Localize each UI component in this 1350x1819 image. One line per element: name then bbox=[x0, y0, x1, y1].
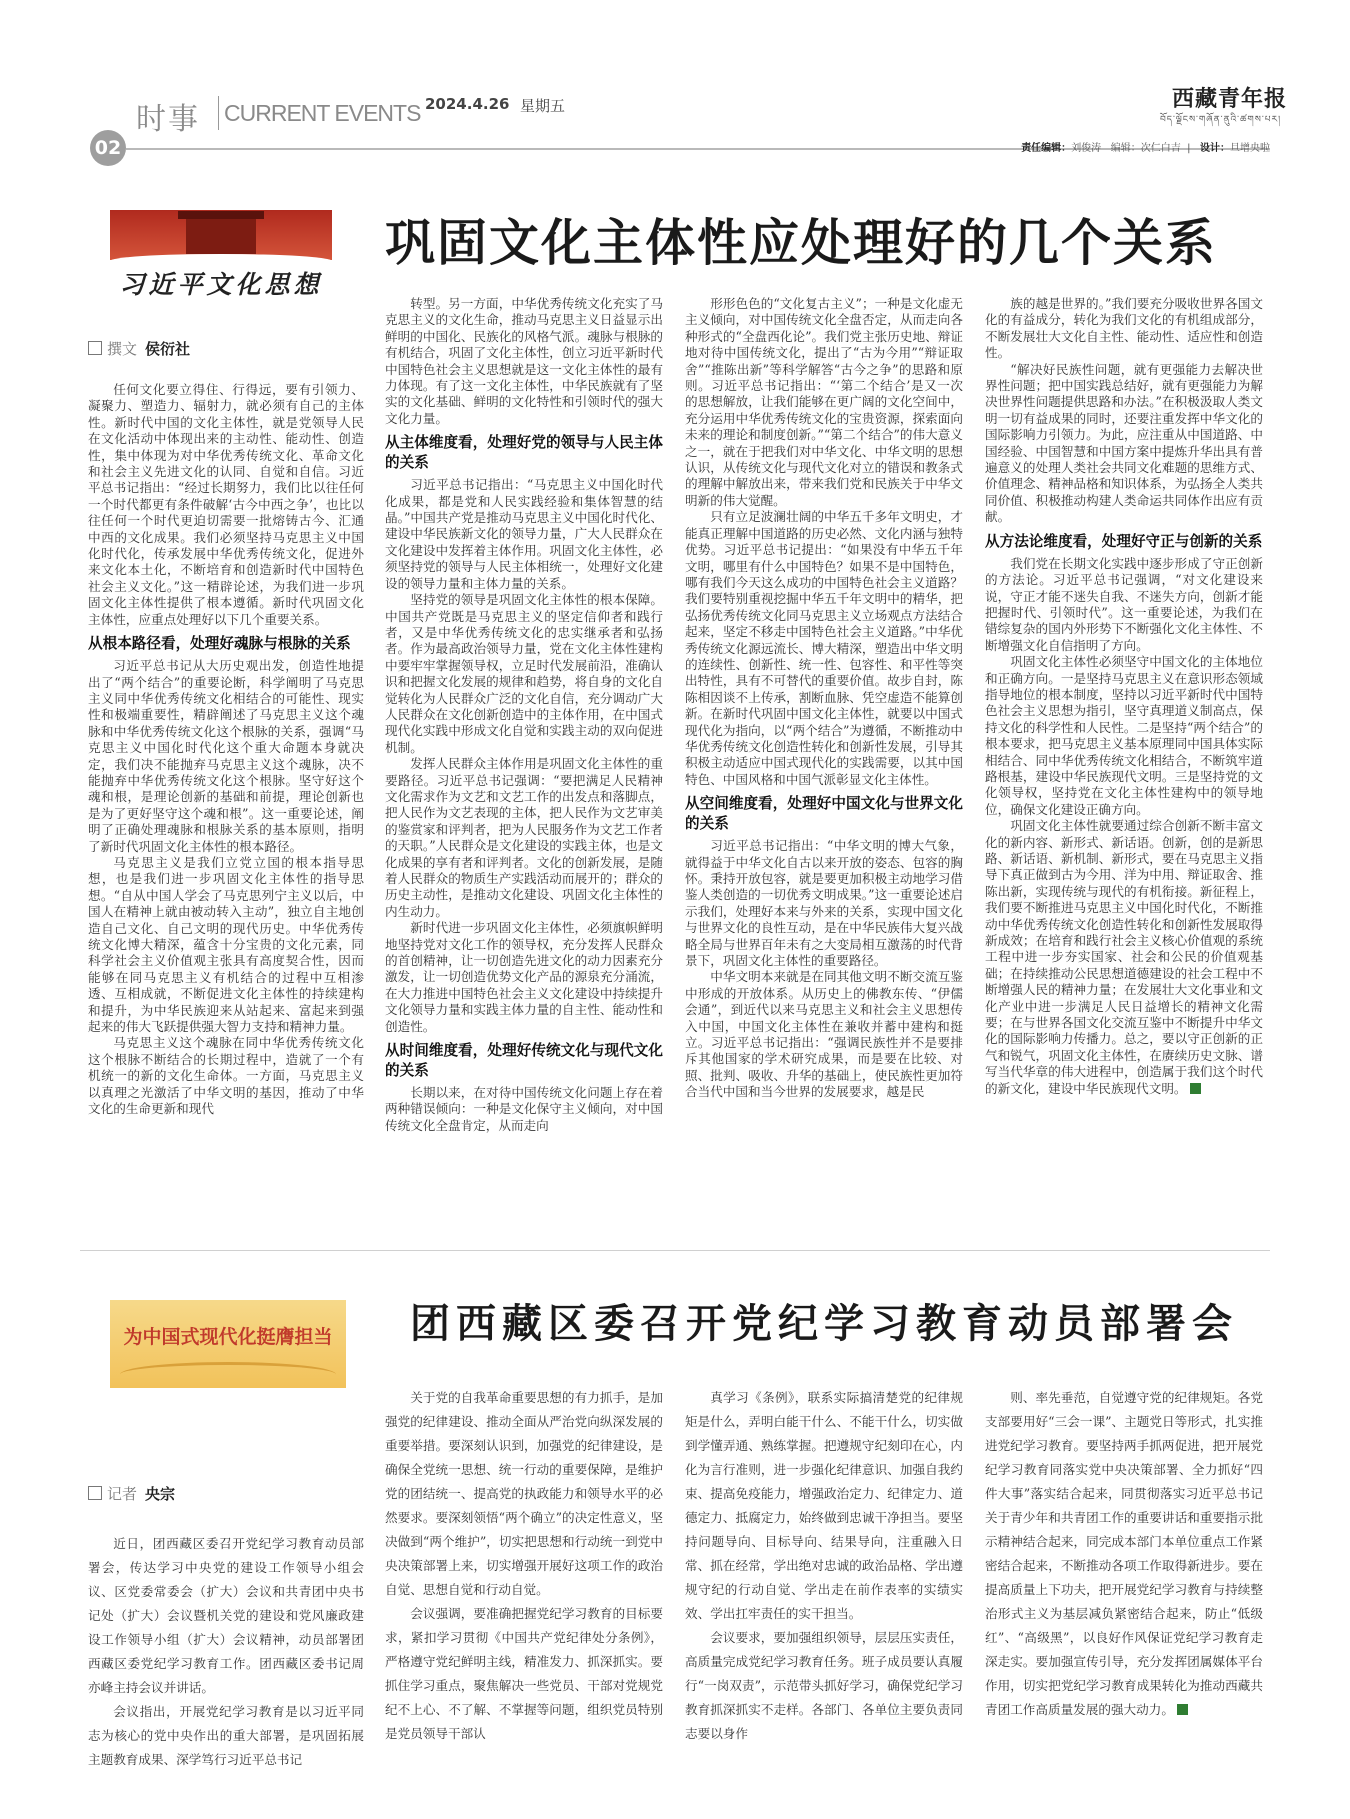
article-column bbox=[385, 296, 663, 1282]
byline-author: 央宗 bbox=[145, 1485, 176, 1503]
article-column bbox=[88, 1532, 364, 1792]
page-number-badge: 02 bbox=[90, 130, 126, 166]
section-divider bbox=[80, 1250, 1270, 1251]
article-byline bbox=[88, 1483, 175, 1504]
paragraph: 近日，团西藏区委召开党纪学习教育动员部署会，传达学习中央党的建设工作领导小组会议、区党委常委会（扩大）会议和共青团中央书记处（扩大）会议暨机关党的建设和党风廉政建设工作领导小组（扩大）会议精神，动员部署团西藏区委党纪学习教育工作。团西藏区委书记周亦峰主持会议并讲话。 bbox=[88, 1536, 364, 1695]
paragraph: 新时代进一步巩固文化主体性，必须旗帜鲜明地坚持党对文化工作的领导权，充分发挥人民群众的首创精神，让一切创造先进文化的动力因素充分激发，让一切创造优势文化产品的源泉充分涌流，在大力推进中国特色社会主义文化建设中持续提升文化领导力量和实践主体力量的自主性、能动性和创造性。 bbox=[385, 920, 663, 1034]
paragraph: 转型。另一方面，中华优秀传统文化充实了马克思主义的文化生命，推动马克思主义日益显示出鲜明的中国化、民族化的风格气派。魂脉与根脉的有机结合，巩固了文化主体性，创立习近平新时代中国特色社会主义思想就是这一文化主体性的最有力体现。有了这一文化主体性，中华民族就有了坚实的文化基础、鲜明的文化特性和引领时代的强大文化力量。 bbox=[385, 296, 663, 426]
article-column bbox=[985, 1386, 1263, 1792]
paragraph: 长期以来，在对待中国传统文化问题上存在着两种错误倾向：一种是文化保守主义倾向，对中国传统文化全盘肯定，从而走向 bbox=[385, 1085, 663, 1133]
article-headline: 巩固文化主体性应处理好的几个关系 bbox=[385, 214, 1217, 272]
editor-label: 责任编辑： bbox=[1021, 143, 1072, 154]
tiananmen-icon bbox=[186, 214, 256, 254]
article-end-icon bbox=[1177, 1704, 1188, 1715]
paragraph: 则、率先垂范，自觉遵守党的纪律规矩。各党支部要用好“三会一课”、主题党日等形式，扎实推进党纪学习教育。要坚持两手抓两促进，把开展党纪学习教育同落实党中央决策部署、全力抓好“四件大事”落实结合起来，同贯彻落实习近平总书记关于青少年和共青团工作的重要讲话和重要指示批示精神结合起来，同完成本部门本单位重点工作紧密结合起来，不断推动各项工作取得新进步。要在提高质量上下功夫，把开展党纪学习教育与持续整治形式主义为基层减负紧密结合起来，防止“低级红”、“高级黑”，以良好作风保证党纪学习教育走深走实。要加强宣传引导，充分发挥团属媒体平台作用，切实把党纪学习教育成果转化为推动西藏共青团工作高质量发展的强大动力。 bbox=[985, 1390, 1263, 1717]
column-banner-title: 为中国式现代化挺膺担当 bbox=[123, 1326, 333, 1348]
paragraph: “解决好民族性问题，就有更强能力去解决世界性问题；把中国实践总结好，就有更强能力为解决世界性问题提供思路和办法。”在积极汲取人类文明一切有益成果的同时，还要注重发挥中华文化的国际影响力引领力。为此，应注重从中国道路、中国经验、中国智慧和中国方案中提炼升华出具有普遍意义的处理人类社会共同文化难题的思维方式、价值理念、精神品格和知识体系，为弘扬全人类共同价值、积极推动构建人类命运共同体作出应有贡献。 bbox=[985, 361, 1263, 525]
banner-arc bbox=[120, 1362, 336, 1387]
paragraph: 马克思主义这个魂脉在同中华优秀传统文化这个根脉不断结合的长期过程中，造就了一个有机统一的新的文化生命体。一方面，马克思主义以真理之光激活了中华文明的基因，推动了中华文化的生命更新和现代 bbox=[88, 1035, 364, 1117]
paragraph: 马克思主义是我们立党立国的根本指导思想，也是我们进一步巩固文化主体性的指导思想。“自从中国人学会了马克思列宁主义以后，中国人在精神上就由被动转入主动”，独立自主地创造自己文化、自己文明的现代历史。中华优秀传统文化博大精深，蕴含十分宝贵的文化元素，同科学社会主义价值观主张具有高度契合性，因而能够在同马克思主义有机结合的过程中互相渗透、互相成就，不断促进文化主体性的持续建构和提升，为中华民族迎来从站起来、富起来到强起来的伟大飞跃提供强大智力支持和精神力量。 bbox=[88, 854, 364, 1035]
paragraph: 我们党在长期文化实践中逐步形成了守正创新的方法论。习近平总书记强调，“对文化建设来说，守正才能不迷失自我、不迷失方向，创新才能把握时代、引领时代”。这一重要论述，为我们在错综复杂的国内外形势下不断强化文化主体性、不断增强文化自信指明了方向。 bbox=[985, 555, 1263, 653]
copy-editor-label: 编辑： bbox=[1110, 143, 1141, 154]
byline-box-icon bbox=[88, 341, 102, 355]
paragraph: 关于党的自我革命重要思想的有力抓手，是加强党的纪律建设、推动全面从严治党向纵深发展的重要举措。要深刻认识到，加强党的纪律建设，是确保全党统一思想、统一行动的重要保障，是维护党的团结统一、提高党的执政能力和领导水平的必然要求。要深刻领悟“两个确立”的决定性意义，坚决做到“两个维护”，切实把思想和行动统一到党中央决策部署上来，切实增强开展好这项工作的政治自觉、思想自觉和行动自觉。 bbox=[385, 1390, 663, 1597]
designer-label: 设计： bbox=[1200, 143, 1230, 154]
article-end-icon bbox=[1190, 1083, 1201, 1094]
column-banner-image bbox=[110, 1300, 346, 1388]
header-divider bbox=[218, 96, 219, 130]
byline-label: 记者 bbox=[107, 1485, 138, 1503]
article-headline: 团西藏区委召开党纪学习教育动员部署会 bbox=[410, 1301, 1238, 1347]
paragraph: 巩固文化主体性必须坚守中国文化的主体地位和正确方向。一是坚持马克思主义在意识形态领域指导地位的根本制度，坚持以习近平新时代中国特色社会主义思想为指引，坚守真理道义制高点，保持文化的科学性和人民性。二是坚持“两个结合”的根本要求，把马克思主义基本原理同中国具体实际相结合、同中华优秀传统文化相结合，不断筑牢道路根基，建设中华民族现代文明。三是坚持党的文化领导权，坚持党在文化主体性建构中的领导地位，确保文化建设正确方向。 bbox=[985, 654, 1263, 817]
byline-author: 侯衍社 bbox=[145, 340, 191, 358]
paragraph: 会议指出，开展党纪学习教育是以习近平同志为核心的党中央作出的重大部署，是巩固拓展主题教育成果、深学笃行习近平总书记 bbox=[88, 1704, 364, 1767]
paragraph: 形形色色的“文化复古主义”；一种是文化虚无主义倾向，对中国传统文化全盘否定，从而走向各种形式的“全盘西化论”。我们党主张历史地、辩证地对待中国传统文化，提出了“古为今用”“辩证取舍”“推陈出新”等科学解答“古今之争”的思路和原则。习近平总书记指出：“‘第二个结合’是又一次的思想解放，让我们能够在更广阔的文化空间中，充分运用中华优秀传统文化的宝贵资源，探索面向未来的理论和制度创新。”“第二个结合”的伟大意义之一，就在于把我们对中华文化、中华文明的思想认识，从传统文化与现代文化对立的错误和教条式的理解中解放出来，带来我们党和民族关于中华文明新的伟大觉醒。 bbox=[685, 296, 963, 508]
byline-box-icon bbox=[88, 1486, 102, 1500]
byline-label: 撰文 bbox=[107, 340, 138, 358]
article-column bbox=[985, 296, 1263, 1282]
article-column bbox=[685, 1386, 963, 1792]
paragraph: 会议强调，要准确把握党纪学习教育的目标要求，紧扣学习贯彻《中国共产党纪律处分条例》，严格遵守党纪鲜明主线，精准发力、抓深抓实。要抓住学习重点，聚焦解决一些党员、干部对党规党纪不上心、不了解、不掌握等问题，组织党员特别是党员领导干部认 bbox=[385, 1606, 663, 1741]
editor-credits: 责任编辑：刘俊涛 编辑：次仁白吉 | 设计：旦增央啦 bbox=[1021, 143, 1270, 154]
newspaper-logo-tibetan: བོད་ལྗོངས་གཞོན་ནུའི་ཚགས་པར། bbox=[1160, 115, 1282, 125]
paragraph: 任何文化要立得住、行得远，要有引领力、凝聚力、塑造力、辐射力，就必须有自己的主体性。新时代中国的文化主体性，就是党领导人民在文化活动中体现出来的主动性、能动性、创造性，集中体现为对中华优秀传统文化、革命文化和社会主义先进文化的认同、自觉和自信。习近平总书记指出：“经过长期努力，我们比以往任何一个时代都更有条件破解‘古今中西之争’，也比以往任何一个时代更迫切需要一批熔铸古今、汇通中西的文化成果。我们必须坚持马克思主义中国化时代化，传承发展中华优秀传统文化，促进外来文化本土化，不断培育和创造新时代中国特色社会主义文化。”这一精辟论述，为我们进一步巩固文化主体性提供了根本遵循。新时代巩固文化主体性，应重点处理好以下几个重要关系。 bbox=[88, 382, 364, 627]
issue-weekday: 星期五 bbox=[520, 97, 566, 115]
column-banner-title: 习近平文化思想 bbox=[119, 270, 323, 299]
paragraph: 习近平总书记指出：“马克思主义中国化时代化成果，都是党和人民实践经验和集体智慧的结晶。”中国共产党是推动马克思主义中国化时代化、建设中华民族新文化的领导力量，广大人民群众在文化建设中发挥着主体作用。巩固文化主体性，必须坚持党的领导与人民主体相统一，处理好文化建设的领导力量和主体力量的关系。 bbox=[385, 477, 663, 591]
editor-name: 刘俊涛 bbox=[1071, 143, 1102, 154]
column-banner-image bbox=[110, 210, 332, 302]
paragraph: 中华文明本来就是在同其他文明不断交流互鉴中形成的开放体系。从历史上的佛教东传、“伊儒会通”，到近代以来马克思主义和社会主义思想传入中国，中国文化主体性在兼收并蓄中建构和挺立。习近平总书记指出：“强调民族性并不是要排斥其他国家的学术研究成果，而是要在比较、对照、批判、吸收、升华的基础上，使民族性更加符合当代中国和当今世界的发展要求，越是民 bbox=[685, 969, 963, 1100]
section-title-en: CURRENT EVENTS bbox=[224, 100, 421, 126]
paragraph: 族的越是世界的。”我们要充分吸收世界各国文化的有益成分，转化为我们文化的有机组成部分，不断发展壮大文化自主性、能动性、适应性和创造性。 bbox=[985, 296, 1263, 361]
section-subheading: 从时间维度看，处理好传统文化与现代文化的关系 bbox=[385, 1042, 663, 1080]
paragraph: 习近平总书记从大历史观出发，创造性地提出了“两个结合”的重要论断，科学阐明了马克思主义同中华优秀传统文化相结合的可能性、现实性和极端重要性，精辟阐述了马克思主义这个魂脉和中华优秀传统文化这个根脉的关系，强调“马克思主义中国化时代化这个重大命题本身就决定，我们决不能抛弃马克思主义这个魂脉，决不能抛弃中华优秀传统文化这个根脉。坚守好这个魂和根，是理论创新的基础和前提，理论创新也是为了更好坚守这个魂和根”。这一重要论述，阐明了正确处理魂脉和根脉关系的基本原则，指明了新时代巩固文化主体性的根本路径。 bbox=[88, 658, 364, 854]
paragraph: 只有立足波澜壮阔的中华五千多年文明史，才能真正理解中国道路的历史必然、文化内涵与独特优势。习近平总书记提出：“如果没有中华五千年文明，哪里有什么中国特色？如果不是中国特色，哪有我们今天这么成功的中国特色社会主义道路？我们要特别重视挖掘中华五千年文明中的精华，把弘扬优秀传统文化同马克思主义立场观点方法结合起来，坚定不移走中国特色社会主义道路。”中华优秀传统文化源远流长、博大精深，塑造出中华文明的连续性、创新性、统一性、包容性、和平性等突出特性，具有不可替代的重要价值。故步自封，陈陈相因谈不上传承，割断血脉、凭空虚造不能算创新。在新时代巩固中国文化主体性，就要以中国式现代化为指向，以“两个结合”为遵循，不断推动中华优秀传统文化创造性转化和创新性发展，引导其积极主动适应中国式现代化的实践需要，以其中国特色、中国风格和中国气派彰显文化主体性。 bbox=[685, 509, 963, 787]
section-title-cn: 时事 bbox=[136, 102, 200, 137]
paragraph: 会议要求，要加强组织领导，层层压实责任，高质量完成党纪学习教育任务。班子成员要认真履行“一岗双责”，示范带头抓好学习，确保党纪学习教育抓深抓实不走样。各部门、各单位主要负责同志要以身作 bbox=[685, 1630, 963, 1741]
paragraph: 习近平总书记指出：“中华文明的博大气象，就得益于中华文化自古以来开放的姿态、包容的胸怀。秉持开放包容，就是要更加积极主动地学习借鉴人类创造的一切优秀文明成果。”这一重要论述启示我们，处理好本来与外来的关系，实现中国文化与世界文化的良性互动，是在中华民族伟大复兴战略全局与世界百年未有之大变局相互激荡的时代背景下，巩固文化主体性的重要路径。 bbox=[685, 838, 963, 969]
designer-name: 旦增央啦 bbox=[1230, 143, 1270, 154]
paragraph: 发挥人民群众主体作用是巩固文化主体性的重要路径。习近平总书记强调：“要把满足人民精神文化需求作为文艺和文艺工作的出发点和落脚点，把人民作为文艺表现的主体，把人民作为文艺审美的鉴赏家和评判者，把为人民服务作为文艺工作者的天职。”人民群众是文化建设的实践主体，也是文化成果的享有者和评判者。文化的创新发展，是随着人民群众的物质生产实践活动而展开的；群众的历史主动性，是推动文化建设、巩固文化主体性的内生动力。 bbox=[385, 756, 663, 919]
paragraph: 巩固文化主体性就要通过综合创新不断丰富文化的新内容、新形式、新话语。创新，创的是新思路、新话语、新机制、新形式，要在马克思主义指导下真正做到古为今用、洋为中用、辩证取舍、推陈出新，实现传统与现代的有机衔接。新征程上，我们要不断推进马克思主义中国化时代化，不断推动中华优秀传统文化创造性转化和创新性发展取得新成效；在培育和践行社会主义核心价值观的系统工程中进一步夯实国家、社会和公民的价值观基础；在持续推动公民思想道德建设的社会工程中不断增强人民的精神力量；在发展壮大文化事业和文化产业中进一步满足人民日益增长的精神文化需要；在与世界各国文化交流互鉴中不断提升中华文化的国际影响力传播力。总之，要以守正创新的正气和锐气，巩固文化主体性，在赓续历史文脉、谱写当代华章的伟大进程中，创造属于我们这个时代的新文化，建设中华民族现代文明。 bbox=[985, 818, 1263, 1096]
issue-date: 2024.4.26 bbox=[425, 95, 510, 113]
copy-editor-name: 次仁白吉 bbox=[1140, 143, 1181, 154]
article-byline bbox=[88, 338, 190, 359]
newspaper-logo: 西藏青年报 bbox=[1172, 86, 1288, 112]
paragraph: 真学习《条例》，联系实际搞清楚党的纪律规矩是什么，弄明白能干什么、不能干什么，切实做到学懂弄通、熟练掌握。把遵规守纪刻印在心，内化为言行准则，进一步强化纪律意识、加强自我约束、提高免疫能力，增强政治定力、纪律定力、道德定力、抵腐定力，始终做到忠诚干净担当。要坚持问题导向、目标导向、结果导向，注重融入日常、抓在经常，学出绝对忠诚的政治品格、学出遵规守纪的行动自觉、学出走在前作表率的实绩实效、学出扛牢责任的实干担当。 bbox=[685, 1390, 963, 1621]
section-subheading: 从空间维度看，处理好中国文化与世界文化的关系 bbox=[685, 795, 963, 833]
article-column bbox=[685, 296, 963, 1282]
section-subheading: 从方法论维度看，处理好守正与创新的关系 bbox=[985, 532, 1263, 550]
section-subheading: 从根本路径看，处理好魂脉与根脉的关系 bbox=[88, 635, 351, 653]
section-subheading: 从主体维度看，处理好党的领导与人民主体的关系 bbox=[385, 434, 663, 472]
article-column bbox=[385, 1386, 663, 1792]
paragraph: 坚持党的领导是巩固文化主体性的根本保障。中国共产党既是马克思主义的坚定信仰者和践行者，又是中华优秀传统文化的忠实继承者和弘扬者。作为最高政治领导力量，党在文化主体性建构中要牢牢掌握领导权，立足时代发展前沿，准确认识和把握文化发展的规律和趋势，将自身的文化自觉转化为人民群众广泛的文化自信，充分调动广大人民群众在文化创新创造中的主体作用，在中国式现代化实践中形成文化自觉和实践主动的双向促进机制。 bbox=[385, 592, 663, 755]
article-column bbox=[88, 382, 364, 1282]
